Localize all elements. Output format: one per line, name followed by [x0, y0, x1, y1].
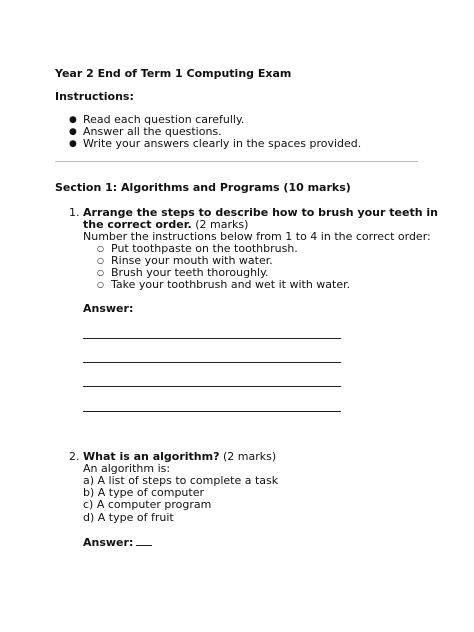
- q1-question-line1: Arrange the steps to describe how to brush your teeth in: [83, 206, 438, 219]
- q1-answer-label: Answer:: [83, 302, 134, 315]
- q1-question-line2: the correct order. (2 marks): [83, 218, 249, 231]
- list-item: ○ Take your toothbrush and wet it with water.: [97, 278, 351, 291]
- q1-instruction: Number the instructions below from 1 to 4 in the correct order:: [83, 230, 431, 243]
- q2-option-c: c) A computer program: [83, 498, 212, 511]
- circle-bullet-icon: ○: [97, 280, 104, 289]
- circle-bullet-icon: ○: [97, 256, 104, 265]
- answer-blank[interactable]: [136, 535, 152, 546]
- bullet-icon: ●: [69, 115, 77, 125]
- bullet-icon: ●: [69, 139, 77, 149]
- q2-question: What is an algorithm? (2 marks): [83, 450, 277, 463]
- list-item: ● Answer all the questions.: [69, 125, 222, 138]
- instructions-list: [66, 114, 361, 150]
- answer-line-1[interactable]: [83, 338, 341, 339]
- list-item: ○ Rinse your mouth with water.: [97, 254, 273, 267]
- list-item: ○ Put toothpaste on the toothbrush.: [97, 242, 298, 255]
- answer-line-3[interactable]: [83, 386, 341, 387]
- answer-line-4[interactable]: [83, 411, 341, 412]
- circle-bullet-icon: ○: [97, 268, 104, 277]
- circle-bullet-icon: ○: [97, 244, 104, 253]
- q2-marks: (2 marks): [222, 450, 277, 463]
- q2-option-b: b) A type of computer: [83, 486, 205, 499]
- exam-title: Year 2 End of Term 1 Computing Exam: [55, 67, 292, 80]
- list-item: ○ Brush your teeth thoroughly.: [97, 266, 269, 279]
- section1-heading: Section 1: Algorithms and Programs (10 marks): [55, 181, 351, 194]
- section-divider: [55, 161, 418, 162]
- q2-number: 2.: [69, 450, 80, 463]
- q1-number: 1.: [69, 206, 80, 219]
- q2-answer: Answer:: [83, 535, 152, 549]
- list-item: ● Read each question carefully.: [69, 113, 245, 126]
- q2-option-a: a) A list of steps to complete a task: [83, 474, 279, 487]
- list-item: ● Write your answers clearly in the spaces provided.: [69, 137, 362, 150]
- q1-marks: (2 marks): [195, 218, 249, 231]
- instructions-heading: Instructions:: [55, 90, 134, 103]
- q2-option-d: d) A type of fruit: [83, 511, 174, 524]
- answer-line-2[interactable]: [83, 362, 341, 363]
- q2-stem: An algorithm is:: [83, 462, 171, 475]
- bullet-icon: ●: [69, 127, 77, 137]
- q1-steps-list: [97, 243, 350, 291]
